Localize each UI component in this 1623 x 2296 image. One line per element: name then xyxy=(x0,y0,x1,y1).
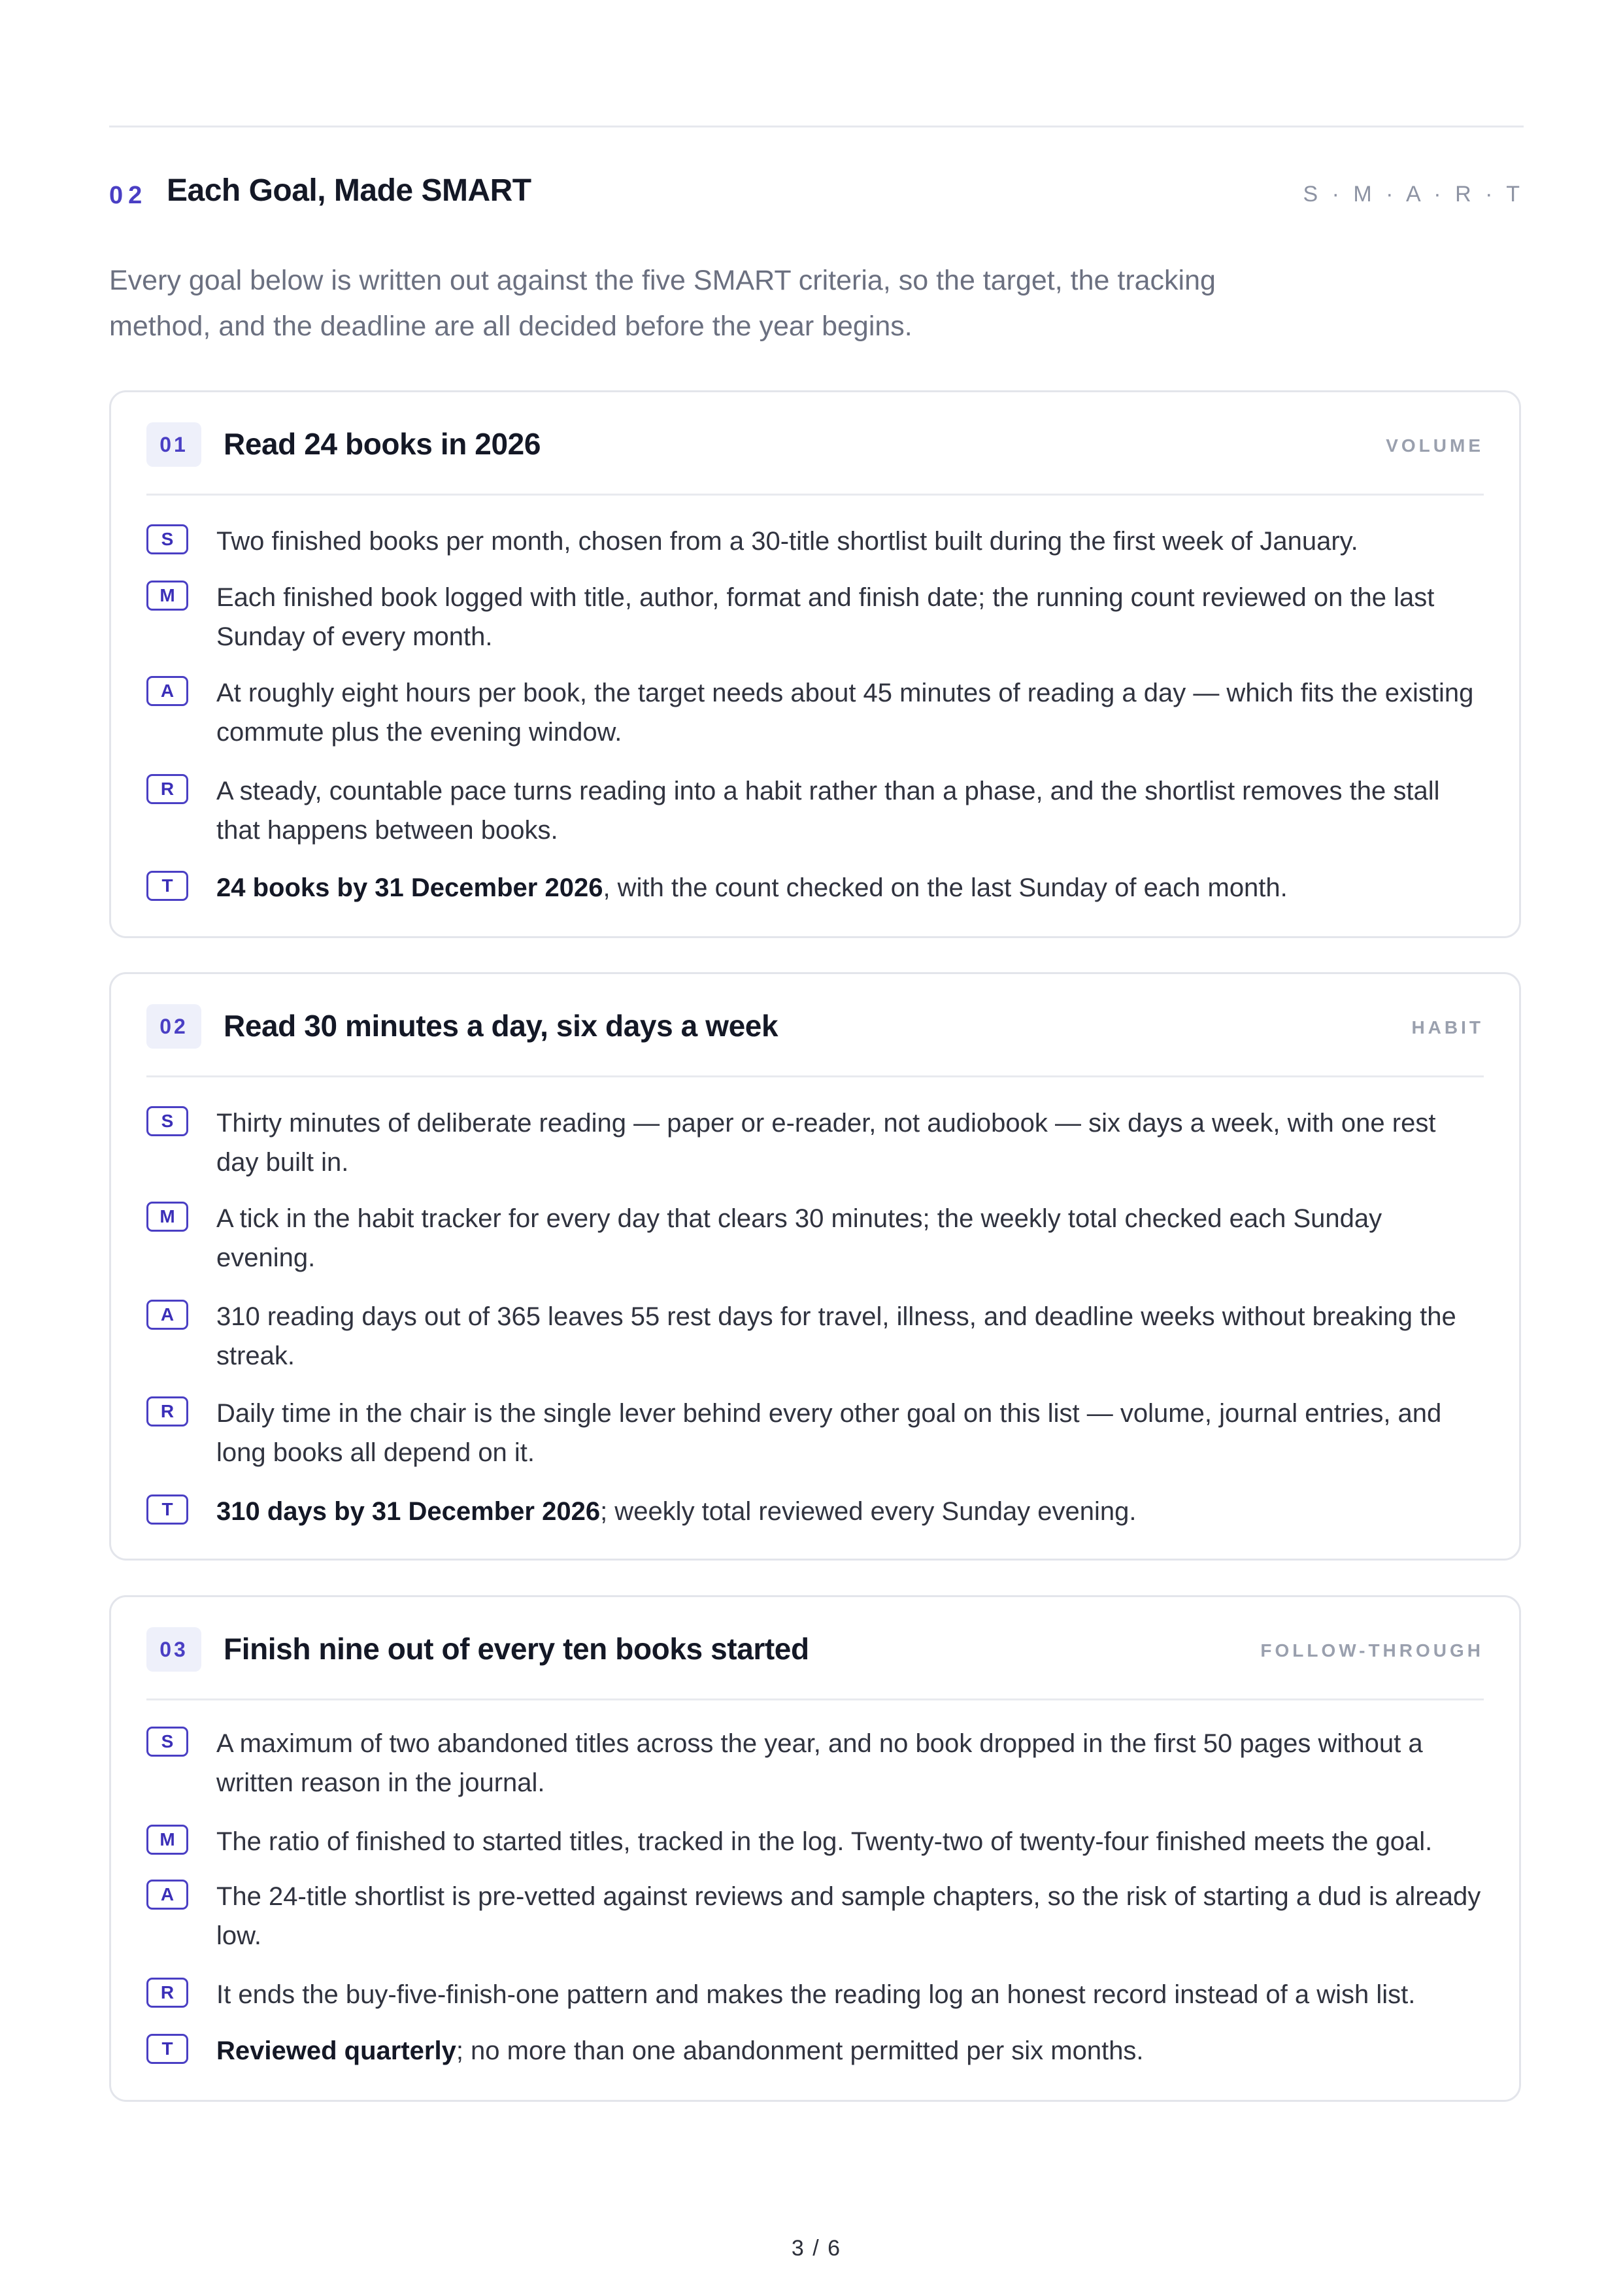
goal-tag: FOLLOW-THROUGH xyxy=(1260,1640,1484,1661)
criterion-text: Thirty minutes of deliberate reading — paper or e-reader, not audiobook — six days a week, with one rest day built in. xyxy=(216,1109,1436,1177)
criterion-text xyxy=(216,2031,1484,2070)
goal-header xyxy=(146,1004,1484,1051)
goal-number: 02 xyxy=(146,1004,201,1049)
goal-divider xyxy=(146,1075,1484,1077)
criterion-letter: S xyxy=(146,1727,188,1757)
criterion-letter: S xyxy=(146,1106,188,1136)
criterion-letter: R xyxy=(146,1396,188,1427)
criterion-letter: R xyxy=(146,1978,188,2008)
goal-card xyxy=(109,1595,1521,2102)
criterion-text: A maximum of two abandoned titles across the year, and no book dropped in the first 50 pages without a written reason in the journal. xyxy=(216,1729,1423,1797)
deadline-detail: ; weekly total reviewed every Sunday evening. xyxy=(600,1497,1137,1526)
deadline-highlight: 24 books by 31 December 2026 xyxy=(216,873,603,902)
criterion-text xyxy=(216,868,1484,907)
goal-tag: VOLUME xyxy=(1386,435,1484,456)
goal-divider xyxy=(146,1698,1484,1700)
criterion-text: Two finished books per month, chosen from a 30-title shortlist built during the first week of January. xyxy=(216,527,1358,556)
goal-title: Read 24 books in 2026 xyxy=(224,427,541,461)
deadline-detail: , with the count checked on the last Sunday of each month. xyxy=(603,873,1288,902)
criterion-text: A steady, countable pace turns reading into a habit rather than a phase, and the shortlist removes the stall that happens between books. xyxy=(216,777,1440,845)
section-header xyxy=(109,171,1524,217)
criterion-letter: R xyxy=(146,774,188,804)
deadline-highlight: 310 days by 31 December 2026 xyxy=(216,1497,601,1526)
criterion-letter: T xyxy=(146,871,188,901)
criterion-text xyxy=(216,1492,1484,1531)
goal-tag: HABIT xyxy=(1411,1017,1484,1038)
deadline-highlight: Reviewed quarterly xyxy=(216,2036,456,2065)
goal-title: Read 30 minutes a day, six days a week xyxy=(224,1009,778,1043)
criterion-letter: T xyxy=(146,1494,188,1525)
section-intro: Every goal below is written out against the five SMART criteria, so the target, the tracking method, and the deadline are all decided before the year begins. xyxy=(109,265,1216,342)
goal-header xyxy=(146,422,1484,469)
section-title: Each Goal, Made SMART xyxy=(167,173,531,208)
criterion-letter: T xyxy=(146,2034,188,2064)
criterion-text: It ends the buy-five-finish-one pattern and makes the reading log an honest record instead of a wish list. xyxy=(216,1980,1416,2009)
goal-number: 01 xyxy=(146,422,201,467)
goal-card xyxy=(109,390,1521,938)
criterion-letter: M xyxy=(146,1825,188,1855)
section-number: 02 xyxy=(109,182,148,209)
criterion-letter: A xyxy=(146,676,188,706)
criterion-letter: M xyxy=(146,1202,188,1232)
goal-title: Finish nine out of every ten books started xyxy=(224,1632,809,1666)
criterion-text: At roughly eight hours per book, the target needs about 45 minutes of reading a day — which fits the existing commute plus the evening window. xyxy=(216,679,1474,747)
criterion-text: The 24-title shortlist is pre-vetted against reviews and sample chapters, so the risk of starting a dud is already low. xyxy=(216,1882,1481,1950)
criterion-letter: S xyxy=(146,524,188,554)
page-number: 3 / 6 xyxy=(791,2236,842,2261)
deadline-detail: ; no more than one abandonment permitted per six months. xyxy=(456,2036,1144,2065)
criterion-text: Each finished book logged with title, author, format and finish date; the running count reviewed on the last Sunday of every month. xyxy=(216,583,1435,651)
section-tag: S · M · A · R · T xyxy=(1303,182,1524,207)
document-page xyxy=(109,0,1524,2296)
criterion-letter: M xyxy=(146,581,188,611)
goal-card xyxy=(109,972,1521,1561)
top-divider xyxy=(109,126,1524,127)
criterion-text: The ratio of finished to started titles, tracked in the log. Twenty-two of twenty-four finished meets the goal. xyxy=(216,1827,1433,1856)
criterion-letter: A xyxy=(146,1880,188,1910)
criterion-text: 310 reading days out of 365 leaves 55 rest days for travel, illness, and deadline weeks without breaking the streak. xyxy=(216,1302,1456,1370)
criterion-text: A tick in the habit tracker for every day that clears 30 minutes; the weekly total checked each Sunday evening. xyxy=(216,1204,1382,1272)
goal-header xyxy=(146,1627,1484,1674)
goal-divider xyxy=(146,494,1484,496)
goal-number: 03 xyxy=(146,1627,201,1672)
criterion-letter: A xyxy=(146,1300,188,1330)
criterion-text: Daily time in the chair is the single lever behind every other goal on this list — volume, journal entries, and long books all depend on it. xyxy=(216,1399,1442,1467)
